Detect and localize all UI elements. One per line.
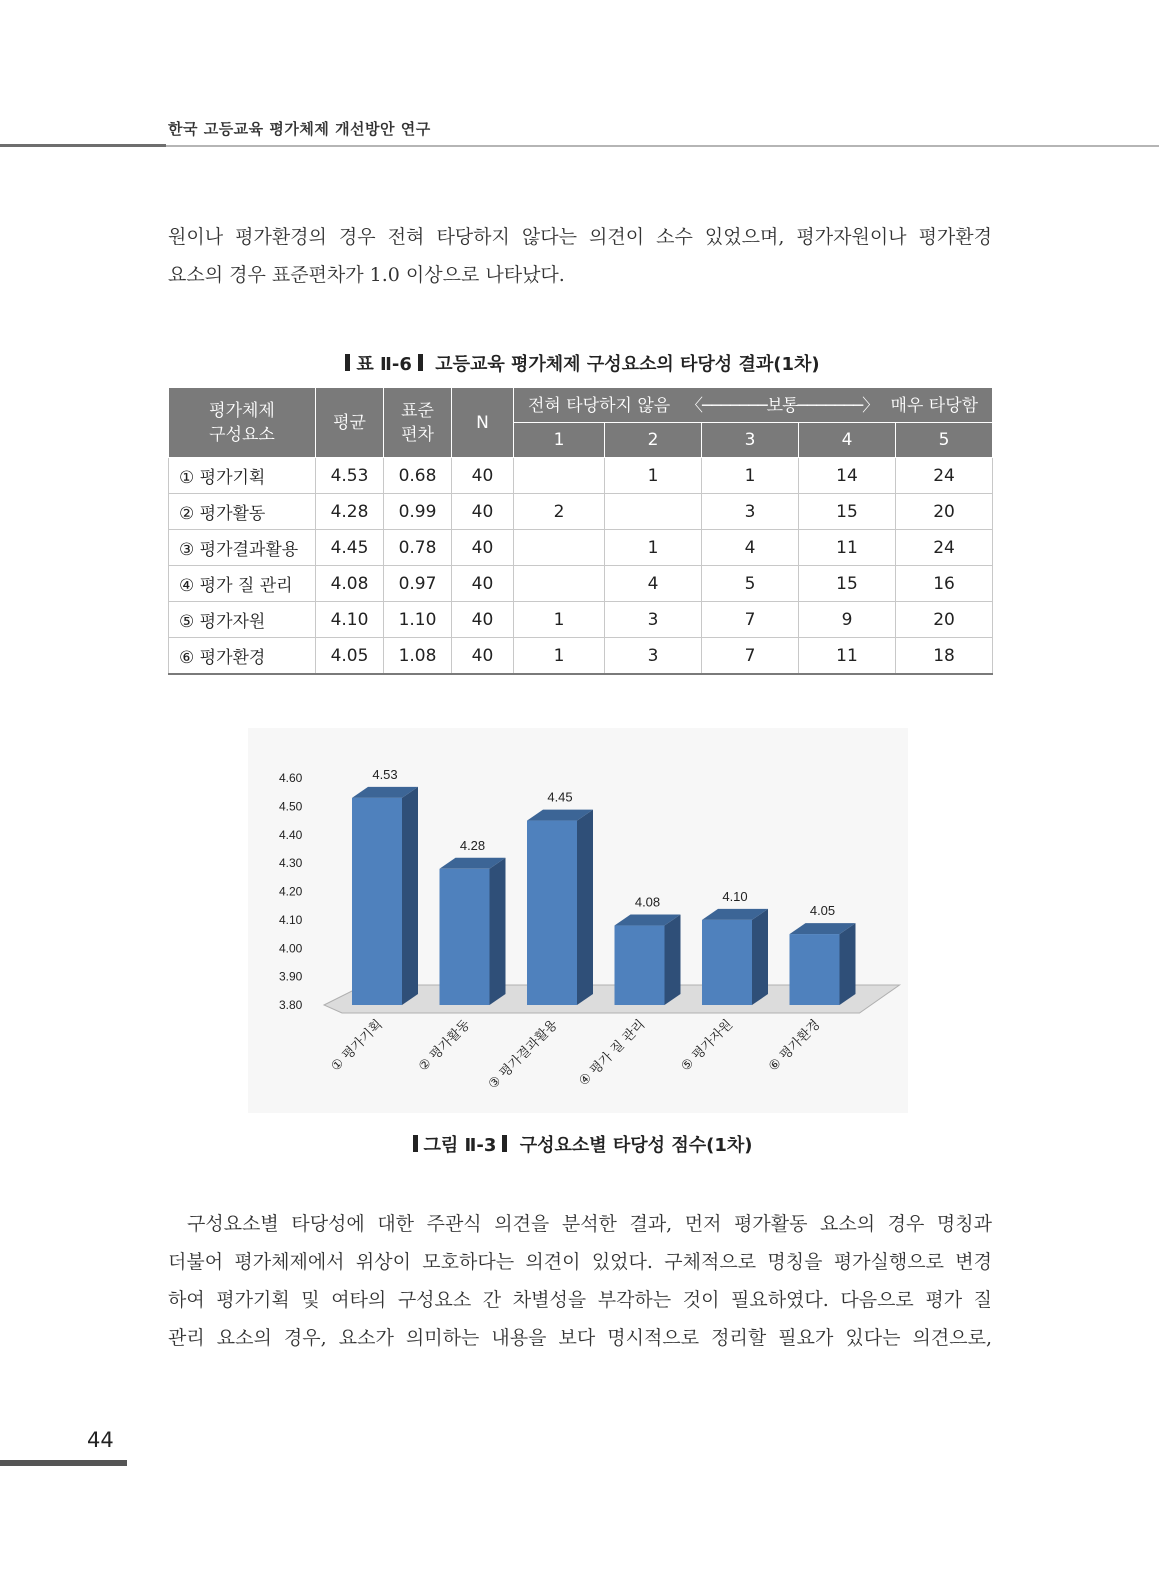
paragraph-line: 더불어 평가체제에서 위상이 모호하다는 의견이 있었다. 구체적으로 명칭을 평가실행으로 변경 bbox=[168, 1251, 992, 1273]
cell-mean: 4.05 bbox=[316, 638, 384, 675]
bar-side bbox=[840, 923, 856, 1005]
y-tick-label: 4.00 bbox=[279, 941, 303, 956]
body-paragraph bbox=[168, 1205, 992, 1357]
table-caption-title: 고등교육 평가체제 구성요소의 타당성 결과(1차) bbox=[435, 354, 820, 375]
cell-sd: 0.68 bbox=[384, 458, 452, 494]
cell-n: 40 bbox=[452, 458, 514, 494]
bar-side bbox=[752, 909, 768, 1005]
header-scale-point: 1 bbox=[514, 423, 605, 458]
category-label: ⑤ 평가자원 bbox=[678, 1017, 736, 1075]
bar-chart bbox=[248, 728, 908, 1113]
category-label: ④ 평가 질 관리 bbox=[576, 1017, 649, 1090]
cell-count-1 bbox=[514, 530, 605, 566]
paragraph-line: 요소의 경우 표준편차가 1.0 이상으로 나타났다. bbox=[168, 264, 565, 286]
y-tick-label: 3.90 bbox=[279, 969, 303, 984]
paragraph-line: 원이나 평가환경의 경우 전혀 타당하지 않다는 의견이 소수 있었으며, 평가자원이나 평가환경 bbox=[168, 226, 992, 248]
header-rule bbox=[166, 145, 1159, 147]
header-n: N bbox=[452, 388, 514, 458]
cell-count-1 bbox=[514, 566, 605, 602]
cell-count-2: 3 bbox=[605, 602, 702, 638]
cell-n: 40 bbox=[452, 530, 514, 566]
header-scale-point: 5 bbox=[896, 423, 993, 458]
bar-side bbox=[490, 858, 506, 1005]
cell-count-2: 1 bbox=[605, 458, 702, 494]
cell-count-4: 15 bbox=[799, 494, 896, 530]
cell-count-1: 1 bbox=[514, 638, 605, 675]
bar bbox=[615, 926, 665, 1005]
caption-bar-left bbox=[345, 354, 350, 371]
cell-count-3: 3 bbox=[702, 494, 799, 530]
cell-component: ④ 평가 질 관리 bbox=[169, 566, 316, 602]
cell-count-5: 18 bbox=[896, 638, 993, 675]
cell-component: ⑤ 평가자원 bbox=[169, 602, 316, 638]
cell-mean: 4.45 bbox=[316, 530, 384, 566]
category-label: ② 평가활동 bbox=[416, 1017, 474, 1075]
bar bbox=[527, 821, 577, 1005]
cell-mean: 4.08 bbox=[316, 566, 384, 602]
paragraph-line: 구성요소별 타당성에 대한 주관식 의견을 분석한 결과, 먼저 평가활동 요소의 경우 명칭과 bbox=[187, 1213, 992, 1235]
cell-count-3: 4 bbox=[702, 530, 799, 566]
bar bbox=[790, 934, 840, 1005]
cell-sd: 1.10 bbox=[384, 602, 452, 638]
y-tick-label: 4.40 bbox=[279, 827, 303, 842]
intro-paragraph bbox=[168, 218, 992, 294]
figure-caption-label: 그림 Ⅱ-3 bbox=[423, 1135, 497, 1156]
caption-bar-left bbox=[413, 1135, 418, 1152]
table-row bbox=[169, 494, 993, 530]
data-label: 4.05 bbox=[809, 903, 836, 919]
cell-sd: 0.99 bbox=[384, 494, 452, 530]
cell-count-2: 1 bbox=[605, 530, 702, 566]
bar bbox=[440, 869, 490, 1005]
y-tick-label: 3.80 bbox=[279, 998, 303, 1012]
bar-side bbox=[402, 787, 418, 1005]
figure-caption-title: 구성요소별 타당성 점수(1차) bbox=[519, 1135, 753, 1156]
figure-caption bbox=[0, 1131, 1159, 1157]
header-mean: 평균 bbox=[316, 388, 384, 458]
cell-count-1: 1 bbox=[514, 602, 605, 638]
cell-count-3: 7 bbox=[702, 638, 799, 675]
scale-right-label: 매우 타당함 bbox=[890, 396, 979, 416]
table-caption bbox=[0, 350, 1159, 376]
cell-n: 40 bbox=[452, 494, 514, 530]
data-label: 4.53 bbox=[372, 766, 398, 782]
y-tick-label: 4.20 bbox=[279, 884, 303, 899]
bar-chart-svg bbox=[248, 728, 908, 1113]
header-component: 평가체제 구성요소 bbox=[169, 388, 316, 458]
cell-count-2: 3 bbox=[605, 638, 702, 675]
validity-table bbox=[168, 387, 993, 675]
cell-count-3: 7 bbox=[702, 602, 799, 638]
cell-count-4: 9 bbox=[799, 602, 896, 638]
bar-side bbox=[665, 915, 681, 1005]
data-label: 4.45 bbox=[547, 789, 573, 805]
cell-count-3: 5 bbox=[702, 566, 799, 602]
header-sd: 표준 편차 bbox=[384, 388, 452, 458]
scale-mid-label: 〈───────보통───────〉 bbox=[686, 396, 879, 416]
category-label: ① 평가기획 bbox=[328, 1017, 386, 1075]
cell-component: ② 평가활동 bbox=[169, 494, 316, 530]
cell-n: 40 bbox=[452, 566, 514, 602]
bar bbox=[702, 920, 752, 1005]
cell-count-5: 20 bbox=[896, 494, 993, 530]
cell-component: ① 평가기획 bbox=[169, 458, 316, 494]
cell-n: 40 bbox=[452, 602, 514, 638]
page-number: 44 bbox=[87, 1428, 114, 1452]
cell-count-4: 11 bbox=[799, 530, 896, 566]
cell-count-2: 4 bbox=[605, 566, 702, 602]
cell-mean: 4.53 bbox=[316, 458, 384, 494]
cell-count-1 bbox=[514, 458, 605, 494]
header-scale bbox=[514, 388, 993, 423]
table-caption-label: 표 Ⅱ-6 bbox=[356, 354, 412, 375]
cell-count-5: 16 bbox=[896, 566, 993, 602]
cell-component: ③ 평가결과활용 bbox=[169, 530, 316, 566]
table-row bbox=[169, 458, 993, 494]
category-label: ③ 평가결과활용 bbox=[485, 1017, 561, 1093]
caption-bar-right bbox=[418, 354, 423, 371]
scale-left-label: 전혀 타당하지 않음 bbox=[528, 396, 671, 416]
paragraph-line: 관리 요소의 경우, 요소가 의미하는 내용을 보다 명시적으로 정리할 필요가 있다는 의견으로, bbox=[168, 1327, 992, 1349]
cell-mean: 4.28 bbox=[316, 494, 384, 530]
cell-count-1: 2 bbox=[514, 494, 605, 530]
cell-count-3: 1 bbox=[702, 458, 799, 494]
header-scale-point: 3 bbox=[702, 423, 799, 458]
cell-sd: 0.97 bbox=[384, 566, 452, 602]
bar-side bbox=[577, 810, 593, 1005]
cell-n: 40 bbox=[452, 638, 514, 675]
cell-count-5: 20 bbox=[896, 602, 993, 638]
footer-rule bbox=[0, 1460, 127, 1466]
cell-sd: 1.08 bbox=[384, 638, 452, 675]
data-label: 4.28 bbox=[459, 837, 486, 853]
caption-bar-right bbox=[502, 1135, 507, 1152]
cell-count-2 bbox=[605, 494, 702, 530]
running-head: 한국 고등교육 평가체제 개선방안 연구 bbox=[168, 120, 431, 138]
cell-count-4: 15 bbox=[799, 566, 896, 602]
table-row bbox=[169, 638, 993, 675]
cell-count-5: 24 bbox=[896, 530, 993, 566]
table-row bbox=[169, 566, 993, 602]
header-scale-point: 2 bbox=[605, 423, 702, 458]
category-label: ⑥ 평가환경 bbox=[766, 1017, 824, 1075]
cell-count-5: 24 bbox=[896, 458, 993, 494]
header-rule-accent bbox=[0, 144, 166, 147]
data-label: 4.08 bbox=[634, 894, 661, 910]
cell-sd: 0.78 bbox=[384, 530, 452, 566]
y-tick-label: 4.30 bbox=[279, 856, 303, 871]
y-tick-label: 4.10 bbox=[279, 912, 303, 927]
paragraph-line: 하여 평가기획 및 여타의 구성요소 간 차별성을 부각하는 것이 필요하였다. 다음으로 평가 질 bbox=[168, 1289, 992, 1311]
y-tick-label: 4.50 bbox=[279, 799, 303, 814]
data-label: 4.10 bbox=[722, 888, 748, 904]
cell-component: ⑥ 평가환경 bbox=[169, 638, 316, 675]
cell-count-4: 11 bbox=[799, 638, 896, 675]
bar bbox=[352, 798, 402, 1005]
header-scale-point: 4 bbox=[799, 423, 896, 458]
cell-mean: 4.10 bbox=[316, 602, 384, 638]
cell-count-4: 14 bbox=[799, 458, 896, 494]
table-row bbox=[169, 530, 993, 566]
y-tick-label: 4.60 bbox=[279, 771, 303, 785]
table-row bbox=[169, 602, 993, 638]
